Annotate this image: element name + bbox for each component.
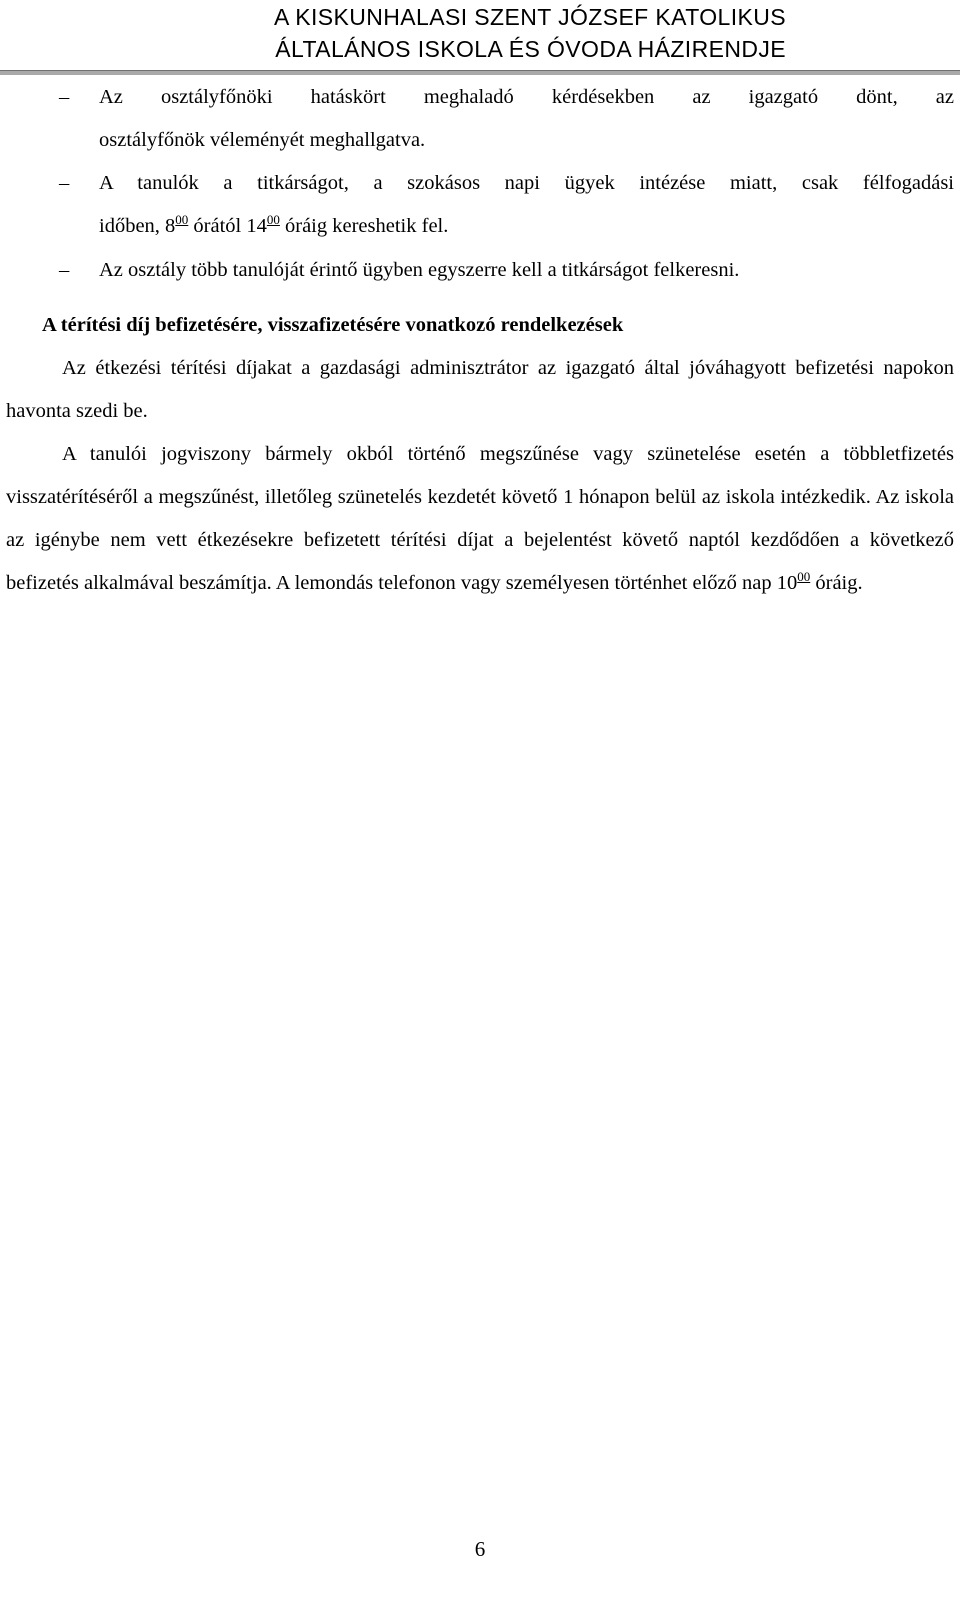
list-item [6, 162, 954, 249]
text-run: óráig. [810, 572, 863, 594]
text-run: óráig kereshetik fel. [279, 215, 449, 237]
list-item-line: Az osztály több tanulóját érintő ügyben egyszerre kell a titkárságot felkeresni. [99, 259, 740, 281]
header-title-line-2: ÁLTALÁNOS ISKOLA ÉS ÓVODA HÁZIRENDJE [275, 36, 786, 62]
text-run: A tanulói jogviszony bármely okból történő megszűnése vagy szünetelése esetén a többletfizetés visszatérítéséről a megszűnést, illetőleg szünetelés kezdetét követő 1 hónapon belül az iskola intézkedik. Az iskola az igénybe nem vett étkezésekre befizetett térítési díjat a bejelentést követő naptól kezdődően a következő befizetés alkalmával beszámítja. A lemondás telefonon vagy személyesen történhet előző nap 10 [6, 443, 954, 594]
list-item-line: A tanulók a titkárságot, a szokásos napi ügyek intézése miatt, csak félfogadási [99, 172, 954, 194]
text-run: időben, 8 [99, 215, 176, 237]
section-heading: A térítési díj befizetésére, visszafizetésére vonatkozó rendelkezések [42, 314, 624, 336]
text-run: órától 14 [188, 215, 267, 237]
document-body [6, 76, 954, 606]
paragraph [6, 433, 954, 606]
page-header [0, 0, 960, 65]
list-item-line [99, 205, 954, 249]
superscript-minutes: 00 [266, 212, 280, 227]
list-item-line: Az osztályfőnöki hatáskört meghaladó kérdésekben az igazgató dönt, az [99, 86, 954, 108]
list-item [6, 76, 954, 162]
dash-list [6, 76, 954, 292]
page-number: 6 [474, 1537, 486, 1561]
list-item-line: osztályfőnök véleményét meghallgatva. [99, 129, 426, 151]
header-divider [0, 70, 960, 75]
list-item [6, 249, 954, 292]
superscript-minutes: 00 [797, 569, 811, 584]
header-title-line-1: A KISKUNHALASI SZENT JÓZSEF KATOLIKUS [274, 4, 786, 30]
superscript-minutes: 00 [175, 212, 189, 227]
dash-bullet: – [59, 259, 70, 281]
dash-bullet: – [59, 172, 70, 194]
paragraph: Az étkezési térítési díjakat a gazdasági adminisztrátor az igazgató által jóváhagyott befizetési napokon havonta szedi be. [6, 357, 954, 422]
dash-bullet: – [59, 86, 70, 108]
